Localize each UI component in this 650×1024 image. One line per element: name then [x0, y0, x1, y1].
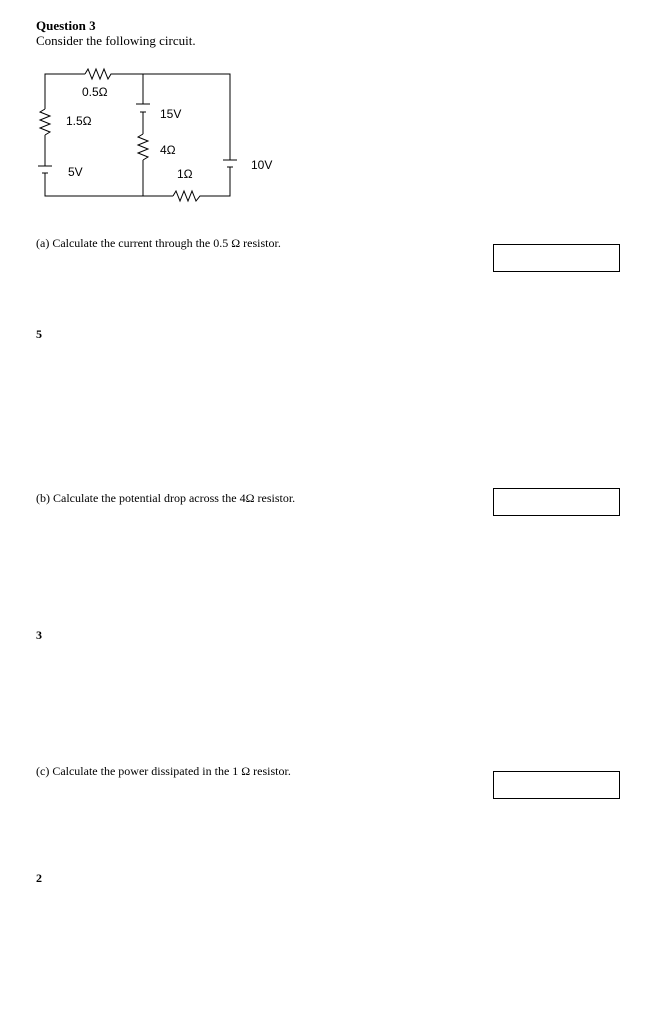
- label-r-bottom: 1Ω: [177, 167, 193, 181]
- part-b-marks: 3: [36, 628, 42, 642]
- part-c-marks: 2: [36, 871, 42, 885]
- label-r-left: 1.5Ω: [66, 114, 92, 128]
- question-intro: Consider the following circuit.: [36, 33, 196, 48]
- resistor-top: [85, 69, 114, 79]
- circuit-diagram: [38, 62, 238, 208]
- part-b-prompt: (b) Calculate the potential drop across the 4Ω resistor.: [36, 491, 296, 505]
- wire-bottom-right: [204, 167, 230, 196]
- label-battery-mid: 15V: [160, 107, 182, 121]
- resistor-mid: [138, 134, 148, 160]
- part-a-answer-box[interactable]: [493, 244, 620, 272]
- part-c-prompt: (c) Calculate the power dissipated in the 1 Ω resistor.: [36, 764, 291, 778]
- label-r-top: 0.5Ω: [82, 85, 108, 99]
- label-battery-left: 5V: [68, 165, 83, 179]
- part-a-marks: 5: [36, 327, 42, 341]
- wire-top-left: [45, 74, 85, 106]
- part-a-prompt: (a) Calculate the current through the 0.5 Ω resistor.: [36, 236, 281, 250]
- question-title: Question 3: [36, 18, 96, 33]
- resistor-left: [40, 109, 50, 135]
- wire-bottom-left: [45, 173, 173, 196]
- part-b-answer-box[interactable]: [493, 488, 620, 516]
- label-battery-right-text: 10V: [251, 158, 273, 172]
- label-r-mid: 4Ω: [160, 143, 176, 157]
- resistor-bottom: [173, 191, 204, 201]
- part-c-answer-box[interactable]: [493, 771, 620, 799]
